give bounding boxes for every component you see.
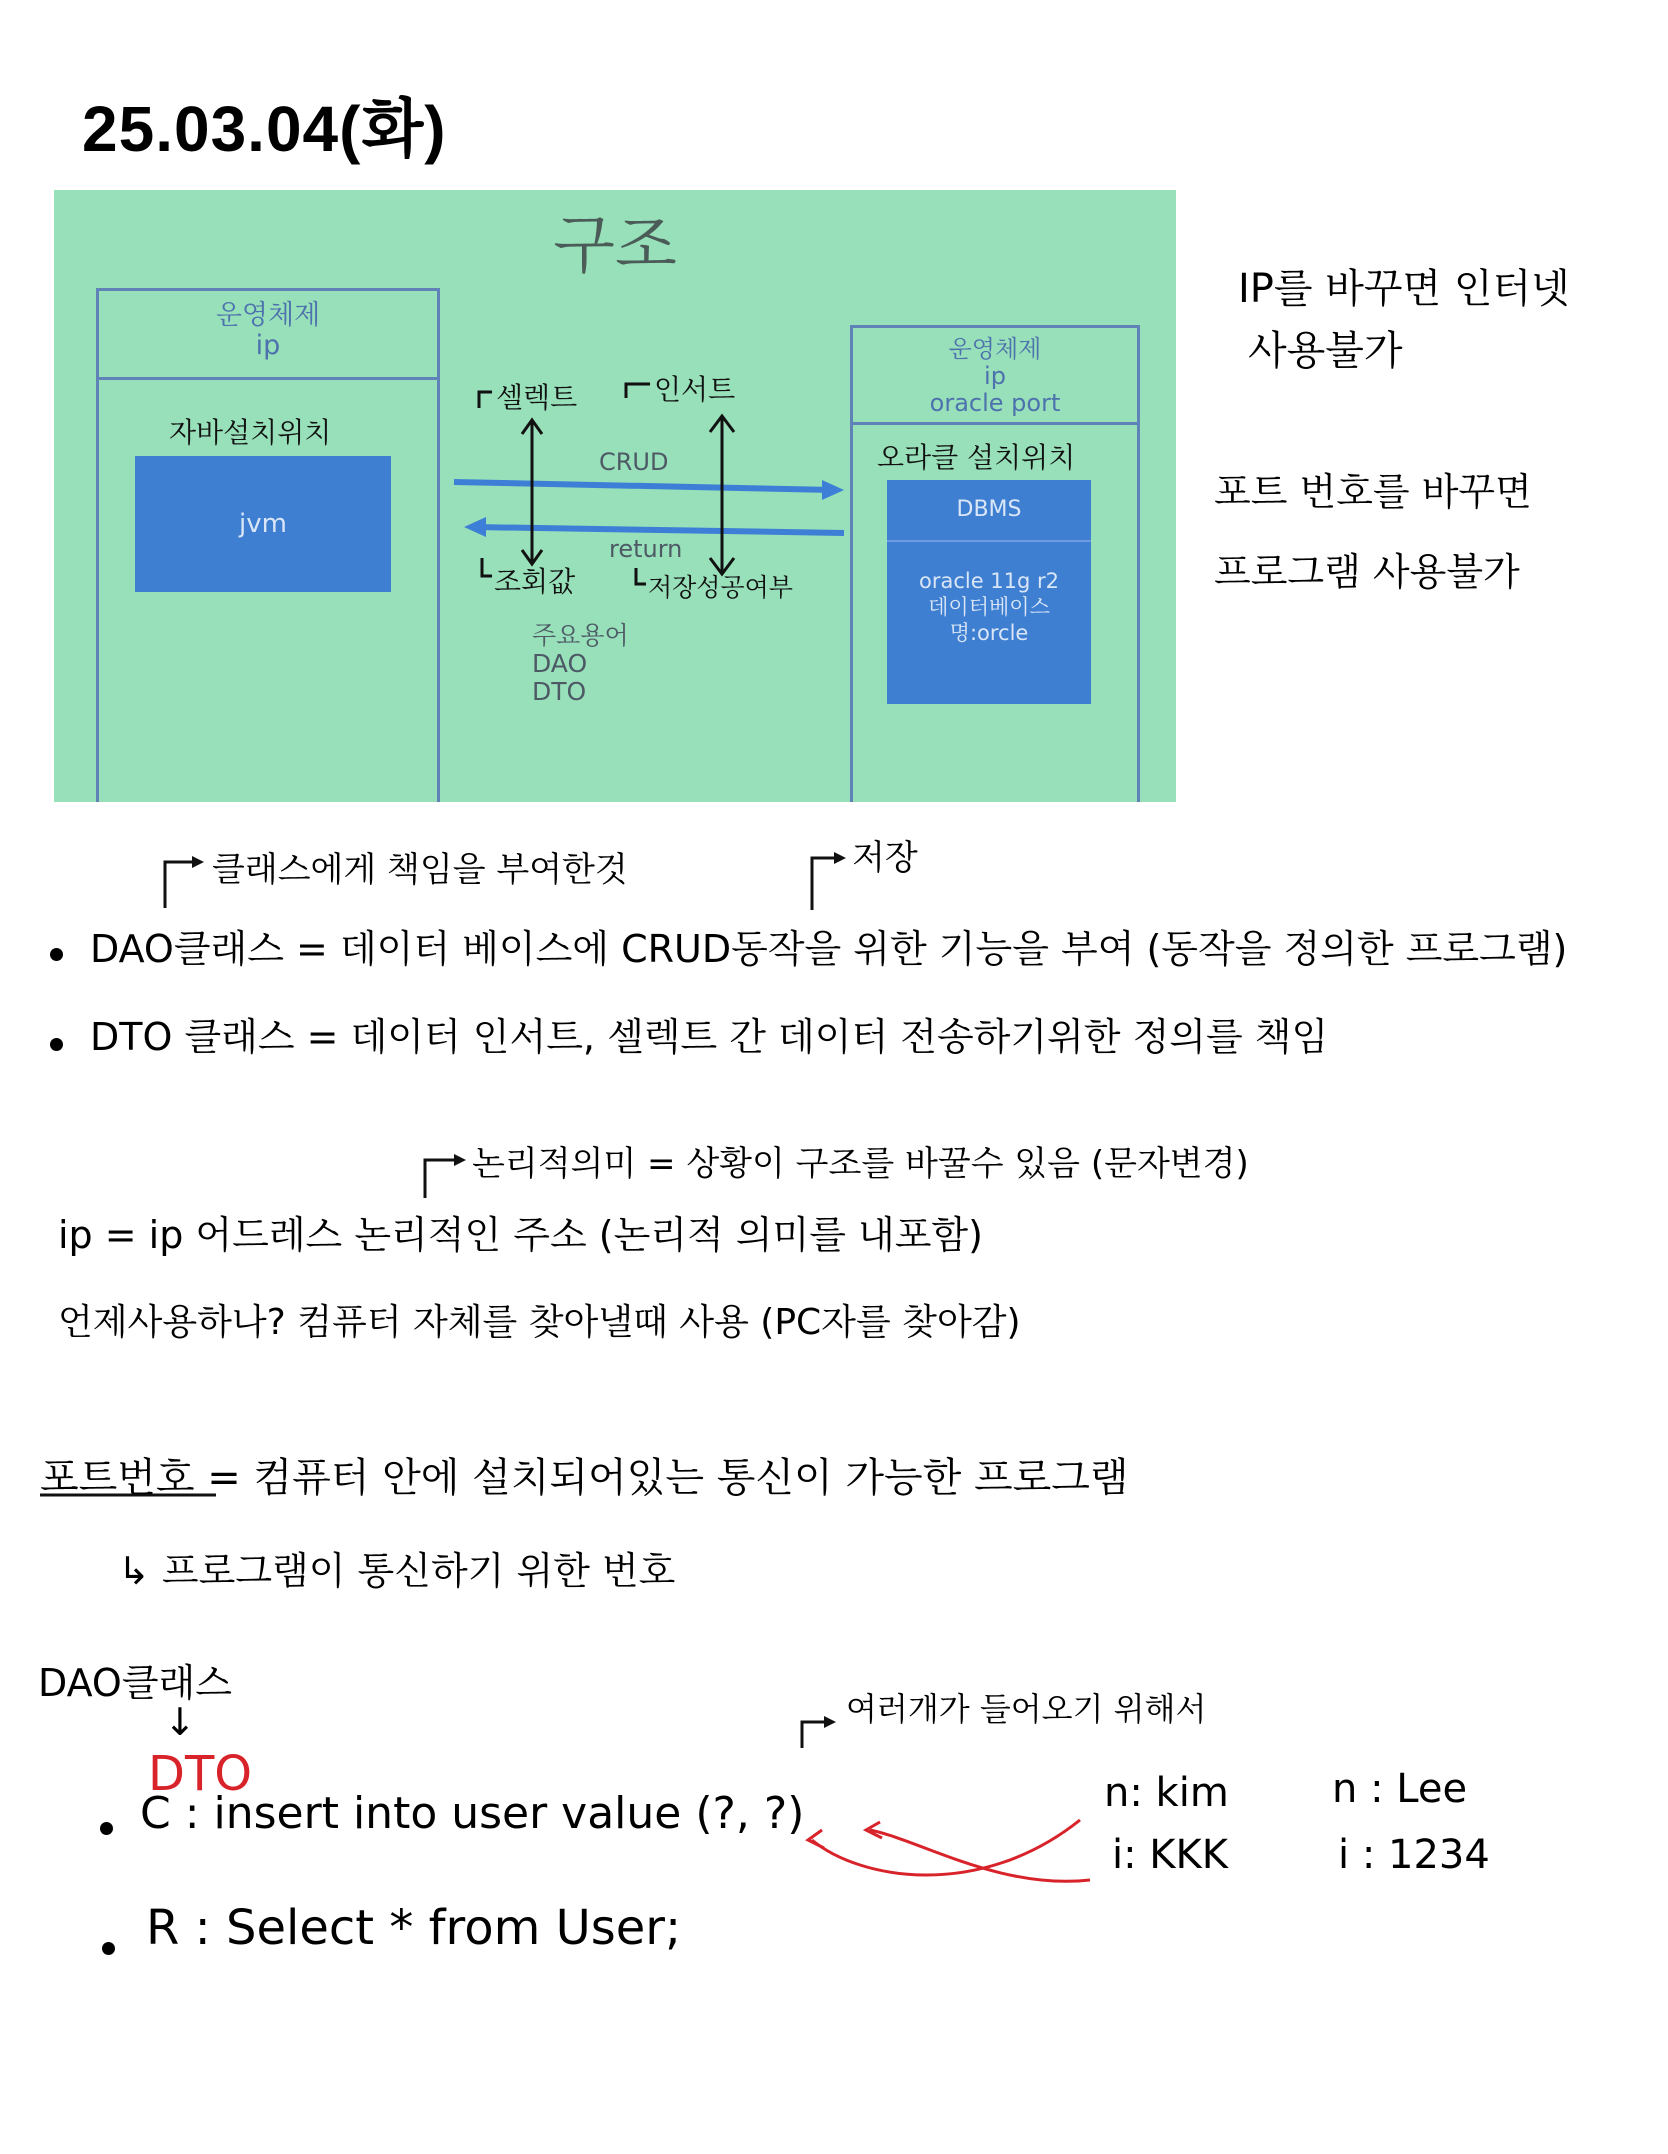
ip-label: ip bbox=[984, 362, 1006, 390]
bullet bbox=[50, 1038, 63, 1051]
os-label: 운영체제 bbox=[215, 300, 321, 331]
ip-definition: ip = ip 어드레스 논리적인 주소 (논리적 의미를 내포함) bbox=[58, 1213, 983, 1257]
down-arrow: ↓ bbox=[164, 1700, 196, 1744]
terms-heading: 주요용어 bbox=[532, 621, 629, 650]
port-sub-definition: ↳ 프로그램이 통신하기 위한 번호 bbox=[118, 1549, 676, 1593]
ip-label: ip bbox=[255, 330, 281, 361]
lookup-annotation: 조회값 bbox=[494, 565, 576, 598]
dao-annotation-save: 저장 bbox=[852, 838, 918, 878]
term-dto: DTO bbox=[532, 677, 587, 706]
sample-id-1: i: KKK bbox=[1112, 1832, 1228, 1878]
sample-name-2: n : Lee bbox=[1332, 1766, 1468, 1812]
dbms-title: DBMS bbox=[887, 480, 1091, 542]
dao-class-label: DAO클래스 bbox=[38, 1661, 232, 1705]
term-dao: DAO bbox=[532, 649, 588, 678]
bullet bbox=[50, 948, 63, 961]
page-title: 25.03.04(화) bbox=[82, 93, 447, 165]
dao-definition: DAO클래스 = 데이터 베이스에 CRUD동작을 위한 기능을 부여 (동작을 정의한 프로그램) bbox=[90, 927, 1568, 971]
jvm-box: jvm bbox=[135, 456, 391, 592]
java-install-note: 자바설치위치 bbox=[169, 416, 332, 449]
oracle-install-note: 오라클 설치위치 bbox=[877, 441, 1076, 474]
red-arrow-1 bbox=[812, 1820, 1080, 1875]
ip-side-note: IP를 바꾸면 인터넷 사용불가 bbox=[1238, 266, 1570, 374]
dto-red-label: DTO bbox=[148, 1746, 253, 1802]
dbms-db-label: 데이터베이스 bbox=[928, 595, 1050, 619]
oracle-port-label: oracle port bbox=[929, 389, 1061, 417]
dao-annotation-responsibility: 클래스에게 책임을 부여한것 bbox=[212, 850, 628, 890]
crud-label: CRUD bbox=[599, 448, 669, 476]
ip-usage: 언제사용하나? 컴퓨터 자체를 찾아낼때 사용 (PC자를 찾아감) bbox=[58, 1302, 1021, 1343]
ip-logical-annotation: 논리적의미 = 상황이 구조를 바꿀수 있음 (문자변경) bbox=[472, 1144, 1249, 1184]
port-side-note: 포트 번호를 바꾸면 프로그램 사용불가 bbox=[1214, 470, 1532, 594]
bullet bbox=[100, 1822, 113, 1835]
dbms-db-name: 명:orcle bbox=[949, 621, 1029, 645]
multi-value-annotation: 여러개가 들어오기 위해서 bbox=[846, 1690, 1207, 1728]
result-annotation: 저장성공여부 bbox=[648, 573, 793, 602]
create-sql: C : insert into user value (?, ?) bbox=[140, 1788, 805, 1839]
port-definition: 포트번호 = 컴퓨터 안에 설치되어있는 통신이 가능한 프로그램 bbox=[40, 1455, 1129, 1501]
select-annotation: 셀렉트 bbox=[496, 381, 578, 414]
return-label: return bbox=[609, 535, 683, 563]
sample-name-1: n: kim bbox=[1104, 1770, 1229, 1816]
sample-id-2: i : 1234 bbox=[1338, 1832, 1490, 1878]
dbms-version: oracle 11g r2 bbox=[918, 569, 1060, 593]
dto-definition: DTO 클래스 = 데이터 인서트, 셀렉트 간 데이터 전송하기위한 정의를 책임 bbox=[90, 1015, 1329, 1059]
slide-heading: 구조 bbox=[553, 209, 677, 283]
os-label: 운영체제 bbox=[948, 335, 1042, 363]
bullet bbox=[102, 1942, 115, 1955]
read-sql: R : Select * from User; bbox=[146, 1900, 682, 1956]
insert-annotation: 인서트 bbox=[654, 373, 736, 406]
